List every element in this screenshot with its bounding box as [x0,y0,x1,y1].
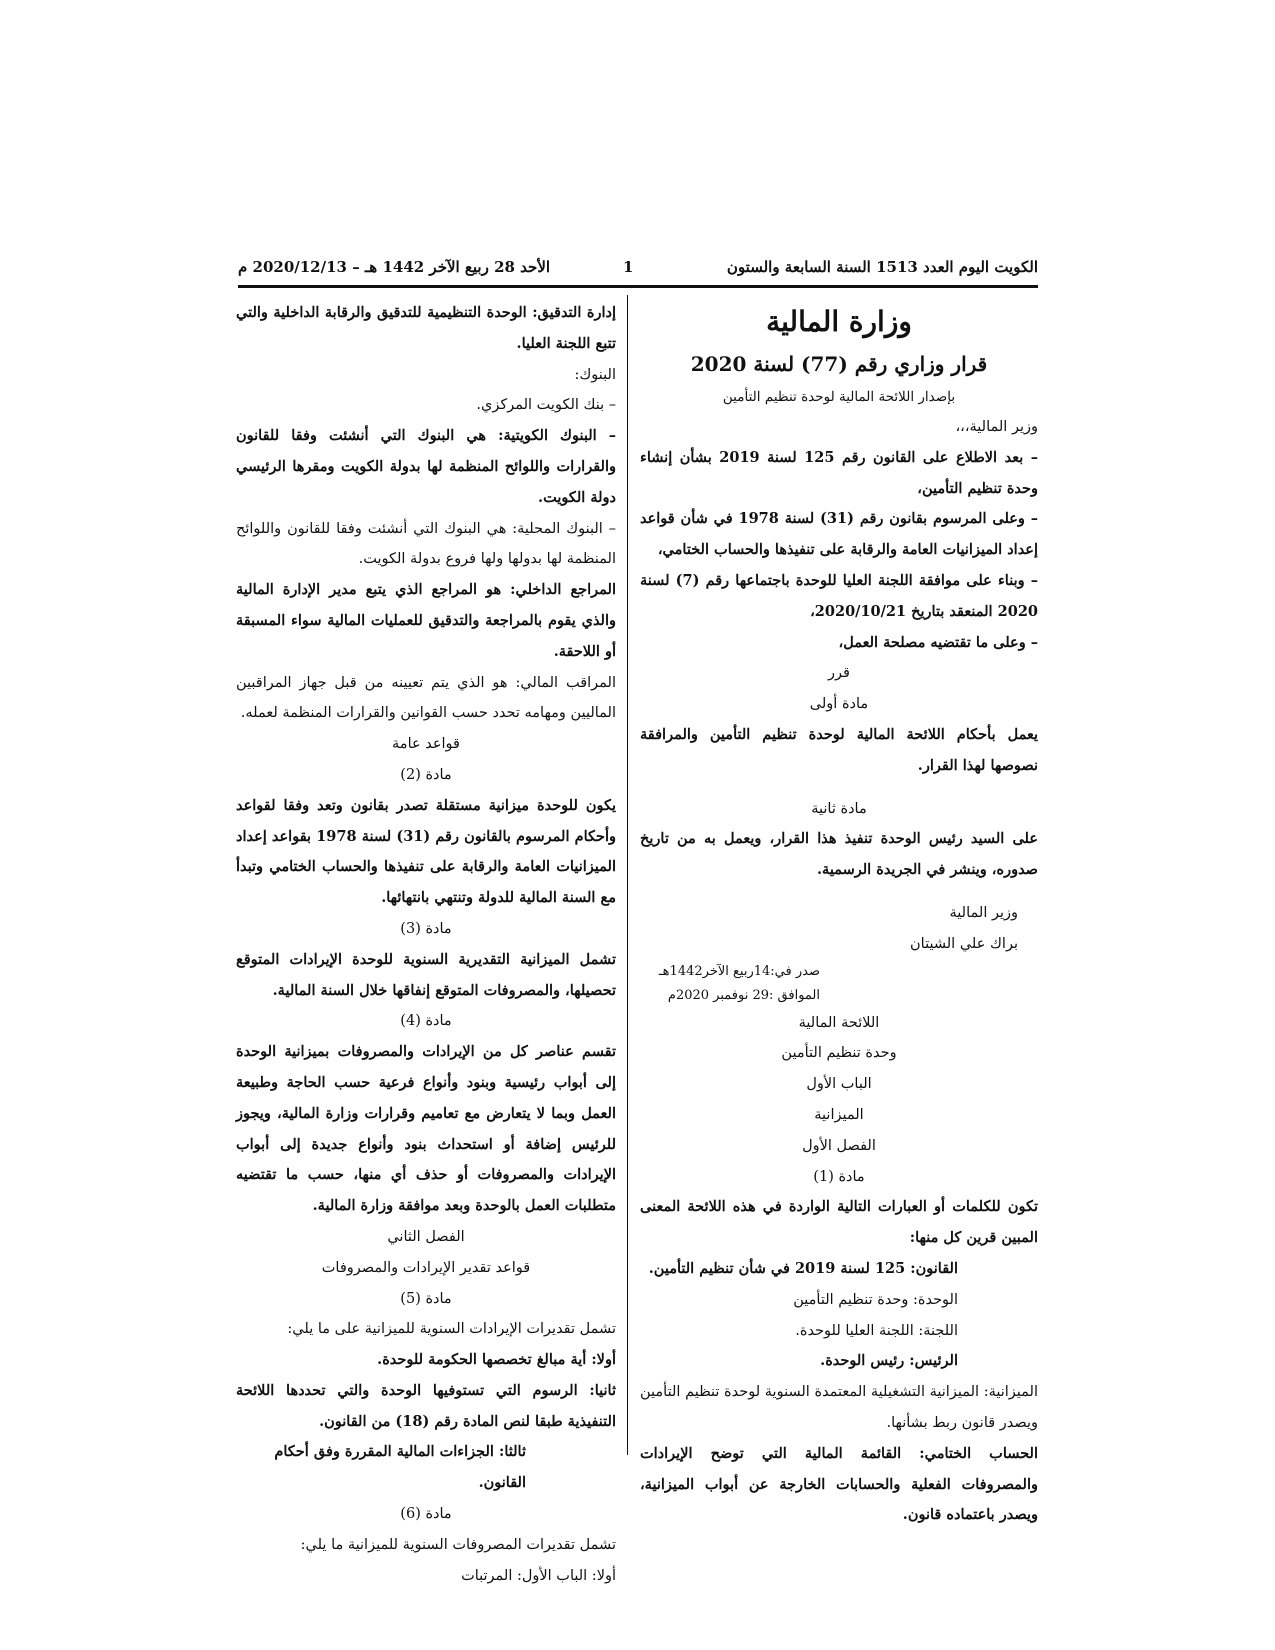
chapter-title: الباب الأول [806,1076,872,1093]
header-date: الأحد 28 ربيع الآخر 1442 هـ – 2020/12/13 م [238,258,551,276]
header-divider [238,285,1038,288]
bank-kuwaiti: – البنوك الكويتية: هي البنوك التي أنشئت وفقا للقانون والقرارات واللوائح المنظمة لها بدولة الكويت ومقرها الرئيسي دولة الكويت. [236,427,616,506]
article-1-intro: تكون للكلمات أو العبارات التالية الواردة في هذه اللائحة المعنى المبين قرين كل منها: [640,1198,1038,1247]
ministry-title: وزارة المالية [766,305,912,338]
right-column [640,298,1038,1531]
decree-title: قرار وزاري رقم (77) لسنة 2020 [690,352,988,376]
header-issue-info: الكويت اليوم العدد 1513 السنة السابعة والستون [726,258,1038,276]
article-4-heading: مادة (4) [400,1013,452,1030]
decided-heading: قرر [828,665,850,682]
issued-date: صدر في:14ربيع الآخر1442هـ [658,963,820,979]
article-6-intro: تشمل تقديرات المصروفات السنوية للميزانية ما يلي: [300,1536,616,1553]
bank-local: – البنوك المحلية: هي البنوك التي أنشئت وفقا للقانون واللوائح المنظمة لها بدولها ولها فروع بدولة الكويت. [236,520,616,568]
article-5-heading: مادة (5) [400,1290,452,1307]
preamble-1: – بعد الاطلاع على القانون رقم 125 لسنة 2019 بشأن إنشاء وحدة تنظيم التأمين، [640,448,1038,497]
definition-internal-auditor: المراجع الداخلي: هو المراجع الذي يتبع مدير الإدارة المالية والذي يقوم بالمراجعة والتدقيق للعمليات المالية سواء المسبقة أو اللاحقة. [236,581,616,660]
page-header [238,258,1038,282]
signature-block [640,898,1038,960]
definition-president: الرئيس: رئيس الوحدة. [820,1352,958,1370]
preamble-3: – وبناء على موافقة اللجنة العليا للوحدة باجتماعها رقم (7) لسنة 2020 المنعقد بتاريخ 2020/10/21، [640,571,1038,620]
article-2-heading: مادة (2) [400,766,452,783]
minister-intro: وزير المالية،،، [955,419,1038,435]
definition-unit: الوحدة: وحدة تنظيم التأمين [793,1291,958,1308]
column-divider [627,295,628,1455]
section-2-subject: قواعد تقدير الإيرادات والمصروفات [321,1259,531,1276]
definition-budget: الميزانية: الميزانية التشغيلية المعتمدة السنوية لوحدة تنظيم التأمين ويصدر قانون ربط بشأنها. [640,1384,1038,1431]
definition-financial-controller: المراقب المالي: هو الذي يتم تعيينه من قبل جهاز المراقبين الماليين ومهامه تحدد حسب القوانين والقرارات المنظمة لعمله. [236,674,616,722]
article-4-text: تقسم عناصر كل من الإيرادات والمصروفات بميزانية الوحدة إلى أبواب رئيسية وبنود وأنواع فرعية حسب الحاجة وطبيعة العمل وبما لا يتعارض مع تعاميم وقرارات وزارة المالية، ويجوز للرئيس إضافة أو استحداث بنود وأنواع جديدة إلى أبواب الإيرادات والمصروفات أو حذف أي منها، حسب ما تقتضيه متطلبات العمل بالوحدة وبعد موافقة وزارة المالية. [236,1043,616,1215]
banks-label: البنوك: [574,366,616,383]
section-2-title: الفصل الثاني [387,1228,465,1245]
bank-central: – بنك الكويت المركزي. [476,397,616,414]
definition-audit: إدارة التدقيق: الوحدة التنظيمية للتدقيق والرقابة الداخلية والتي تتبع اللجنة العليا. [236,304,616,352]
signature-title: وزير المالية [949,904,1018,921]
corresponding-date: الموافق :29 نوفمبر 2020م [667,987,820,1003]
article-first-text: يعمل بأحكام اللائحة المالية لوحدة تنظيم التأمين والمرافقة نصوصها لهذا القرار. [640,725,1038,774]
definition-law: القانون: 125 لسنة 2019 في شأن تنظيم التأمين. [648,1259,958,1277]
decree-subtitle: بإصدار اللائحة المالية لوحدة تنظيم التأمين [722,389,956,405]
regulation-unit: وحدة تنظيم التأمين [781,1045,897,1062]
article-2-text: يكون للوحدة ميزانية مستقلة تصدر بقانون وتعد وفقا لقواعد وأحكام المرسوم بالقانون رقم (31) لسنة 1978 بقواعد إعداد الميزانيات العامة والرقابة على تنفيذها والحساب الختامي وتبدأ مع السنة المالية للدولة وتنتهي بانتهائها. [236,796,617,907]
article-5-intro: تشمل تقديرات الإيرادات السنوية للميزانية على ما يلي: [287,1321,616,1338]
article-second-text: على السيد رئيس الوحدة تنفيذ هذا القرار، ويعمل به من تاريخ صدوره، وينشر في الجريدة الرسمية. [640,830,1038,879]
article-3-text: تشمل الميزانية التقديرية السنوية للوحدة الإيرادات المتوقع تحصيلها، والمصروفات المتوقع إنفاقها خلال السنة المالية. [236,950,616,999]
article-5-item-2: ثانيا: الرسوم التي تستوفيها الوحدة والتي تحددها اللائحة التنفيذية طبقا لنص المادة رقم (18) من القانون. [236,1381,616,1430]
article-3-heading: مادة (3) [400,920,452,937]
article-5-item-1: أولا: أية مبالغ تخصصها الحكومة للوحدة. [377,1351,616,1369]
header-page-number: 1 [623,258,634,276]
definition-committee: اللجنة: اللجنة العليا للوحدة. [795,1322,958,1339]
article-6-item-1: أولا: الباب الأول: المرتبات [461,1567,616,1584]
article-first-heading: مادة أولى [809,696,869,713]
left-column [236,298,616,1591]
article-5-item-3: ثالثا: الجزاءات المالية المقررة وفق أحكام القانون. [274,1443,526,1492]
preamble-2: – وعلى المرسوم بقانون رقم (31) لسنة 1978 في شأن قواعد إعداد الميزانيات العامة والرقابة على تنفيذها والحساب الختامي، [640,510,1038,559]
article-1-heading: مادة (1) [813,1168,865,1185]
article-6-heading: مادة (6) [400,1506,452,1523]
signature-name: براك علي الشيتان [910,935,1018,952]
chapter-subject: الميزانية [814,1106,864,1123]
section-title: الفصل الأول [802,1137,876,1154]
preamble-4: – وعلى ما تقتضيه مصلحة العمل، [838,633,1038,651]
regulation-title: اللائحة المالية [798,1014,880,1031]
article-second-heading: مادة ثانية [811,800,867,817]
definition-final-account: الحساب الختامي: القائمة المالية التي توضح الإيرادات والمصروفات الفعلية والحسابات الخارجة عن أبواب الميزانية، ويصدر باعتماده قانون. [640,1444,1038,1524]
general-rules-heading: قواعد عامة [392,736,460,753]
